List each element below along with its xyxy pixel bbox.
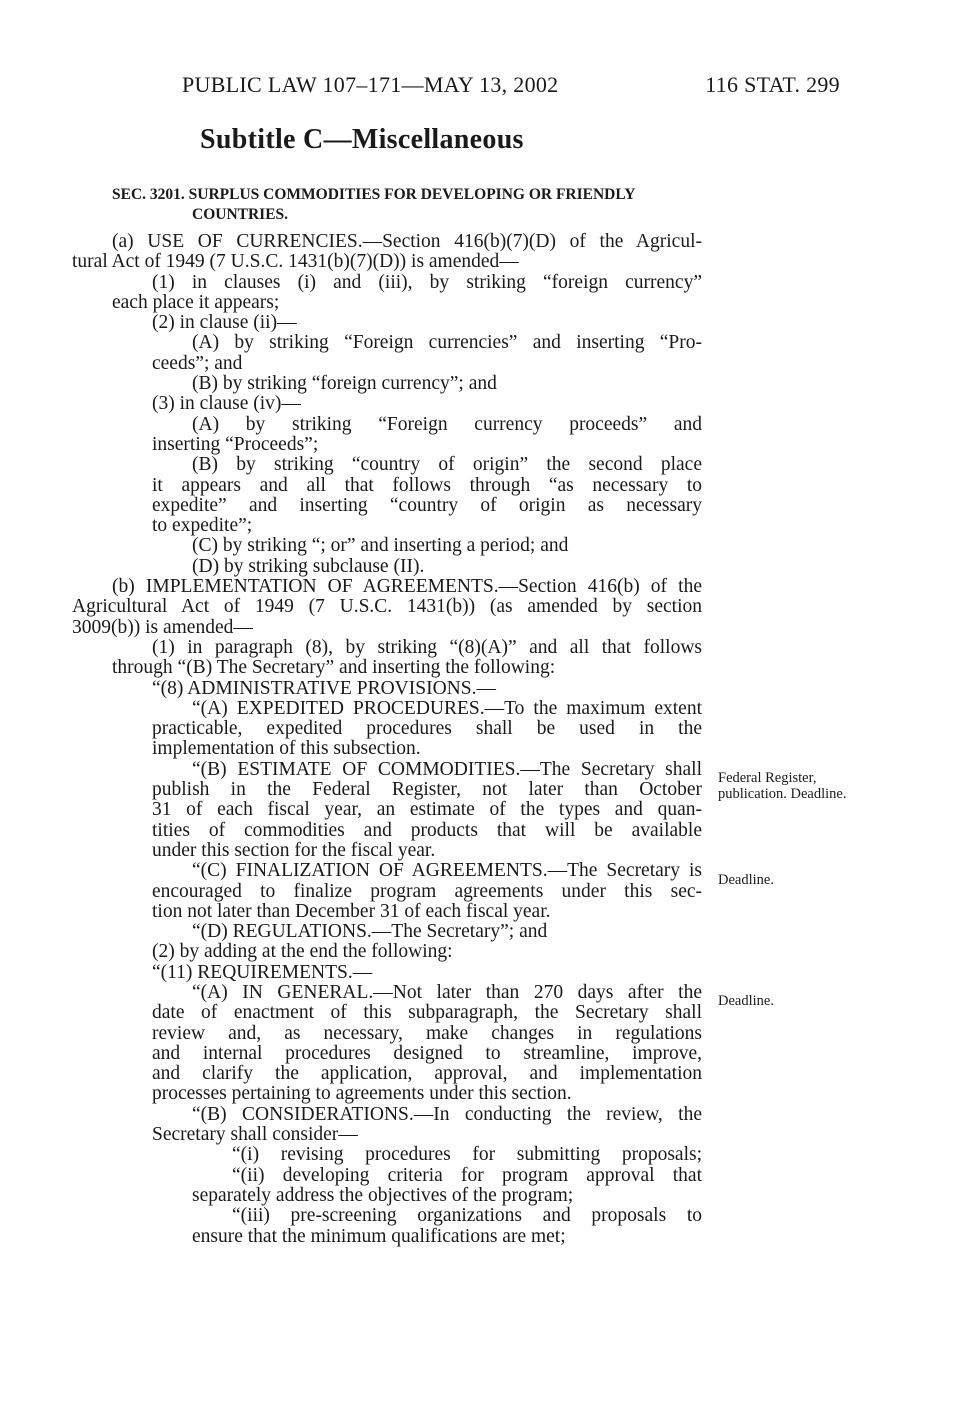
- text-line: “(ii) developing criteria for program approval that: [232, 1164, 702, 1186]
- text-line: under this section for the fiscal year.: [152, 839, 436, 861]
- text-line: 3009(b)) is amended—: [72, 616, 253, 638]
- text-line: (C) by striking “; or” and inserting a period; and: [192, 535, 569, 557]
- body-text: [72, 232, 702, 1247]
- text-line: separately address the objectives of the program;: [192, 1184, 574, 1206]
- text-line: “(i) revising procedures for submitting proposals;: [232, 1144, 702, 1166]
- text-line: (3) in clause (iv)—: [152, 393, 301, 415]
- text-line: (1) in paragraph (8), by striking “(8)(A)” and all that follows: [152, 636, 702, 658]
- text-line: (D) by striking subclause (II).: [192, 555, 425, 577]
- text-line: (2) by adding at the end the following:: [152, 941, 453, 963]
- text-line: review and, as necessary, make changes in regulations: [152, 1022, 702, 1044]
- text-line: “(B) ESTIMATE OF COMMODITIES.—The Secretary shall: [192, 758, 702, 780]
- section-heading-line-2: COUNTRIES.: [192, 206, 289, 223]
- text-line: “(A) EXPEDITED PROCEDURES.—To the maximum extent: [192, 697, 702, 719]
- margin-note-deadline: Deadline.: [718, 993, 774, 1009]
- text-line: “(11) REQUIREMENTS.—: [152, 961, 373, 983]
- text-line: processes pertaining to agreements under this section.: [152, 1083, 572, 1105]
- running-header-right: 116 STAT. 299: [705, 72, 840, 97]
- text-line: implementation of this subsection.: [152, 738, 421, 760]
- section-heading: [112, 185, 712, 225]
- text-line: and clarify the application, approval, and implementation: [152, 1063, 702, 1085]
- text-line: practicable, expedited procedures shall be used in the: [152, 718, 702, 740]
- running-header-left: PUBLIC LAW 107–171—MAY 13, 2002: [182, 72, 559, 97]
- text-line: Agricultural Act of 1949 (7 U.S.C. 1431(b)) (as amended by section: [72, 596, 702, 618]
- text-line: date of enactment of this subparagraph, the Secretary shall: [152, 1002, 702, 1024]
- text-line: “(C) FINALIZATION OF AGREEMENTS.—The Secretary is: [192, 860, 702, 882]
- text-line: (B) by striking “foreign currency”; and: [192, 373, 497, 395]
- text-line: (b) IMPLEMENTATION OF AGREEMENTS.—Section 416(b) of the: [112, 576, 702, 598]
- text-line: tion not later than December 31 of each fiscal year.: [152, 900, 551, 922]
- text-line: “(A) IN GENERAL.—Not later than 270 days after the: [192, 981, 702, 1003]
- text-line: tities of commodities and products that will be available: [152, 819, 702, 841]
- text-line: (A) by striking “Foreign currency proceeds” and: [192, 413, 702, 435]
- text-line: Secretary shall consider—: [152, 1124, 358, 1146]
- text-line: “(iii) pre-screening organizations and proposals to: [232, 1205, 702, 1227]
- text-line: encouraged to finalize program agreements under this sec-: [152, 880, 702, 902]
- text-line: ceeds”; and: [152, 352, 243, 374]
- text-line: ensure that the minimum qualifications are met;: [192, 1225, 566, 1247]
- text-line: it appears and all that follows through “as necessary to: [152, 474, 702, 496]
- margin-note-federal-register: Federal Register, publication. Deadline.: [718, 770, 847, 802]
- text-line: “(D) REGULATIONS.—The Secretary”; and: [192, 921, 548, 943]
- margin-note-deadline: Deadline.: [718, 872, 774, 888]
- text-line: (A) by striking “Foreign currencies” and inserting “Pro-: [192, 332, 702, 354]
- text-line: “(B) CONSIDERATIONS.—In conducting the review, the: [192, 1103, 702, 1125]
- text-line: inserting “Proceeds”;: [152, 433, 319, 455]
- text-line: “(8) ADMINISTRATIVE PROVISIONS.—: [152, 677, 496, 699]
- text-line: (1) in clauses (i) and (iii), by striking “foreign currency”: [152, 271, 702, 293]
- text-line: expedite” and inserting “country of origin as necessary: [152, 494, 702, 516]
- section-heading-line-1: SEC. 3201. SURPLUS COMMODITIES FOR DEVELOPING OR FRIENDLY: [112, 186, 636, 203]
- text-line: and internal procedures designed to streamline, improve,: [152, 1042, 702, 1064]
- text-line: 31 of each fiscal year, an estimate of the types and quan-: [152, 799, 702, 821]
- text-line: publish in the Federal Register, not later than October: [152, 779, 702, 801]
- text-line: (B) by striking “country of origin” the second place: [192, 454, 702, 476]
- text-line: to expedite”;: [152, 515, 253, 537]
- text-line: (2) in clause (ii)—: [152, 312, 297, 334]
- text-line: through “(B) The Secretary” and inserting the following:: [112, 657, 556, 679]
- text-line: (a) USE OF CURRENCIES.—Section 416(b)(7)(D) of the Agricul-: [112, 231, 702, 252]
- text-line: tural Act of 1949 (7 U.S.C. 1431(b)(7)(D)) is amended—: [72, 251, 519, 273]
- subtitle-heading: Subtitle C—Miscellaneous: [200, 124, 524, 155]
- text-line: each place it appears;: [112, 291, 280, 313]
